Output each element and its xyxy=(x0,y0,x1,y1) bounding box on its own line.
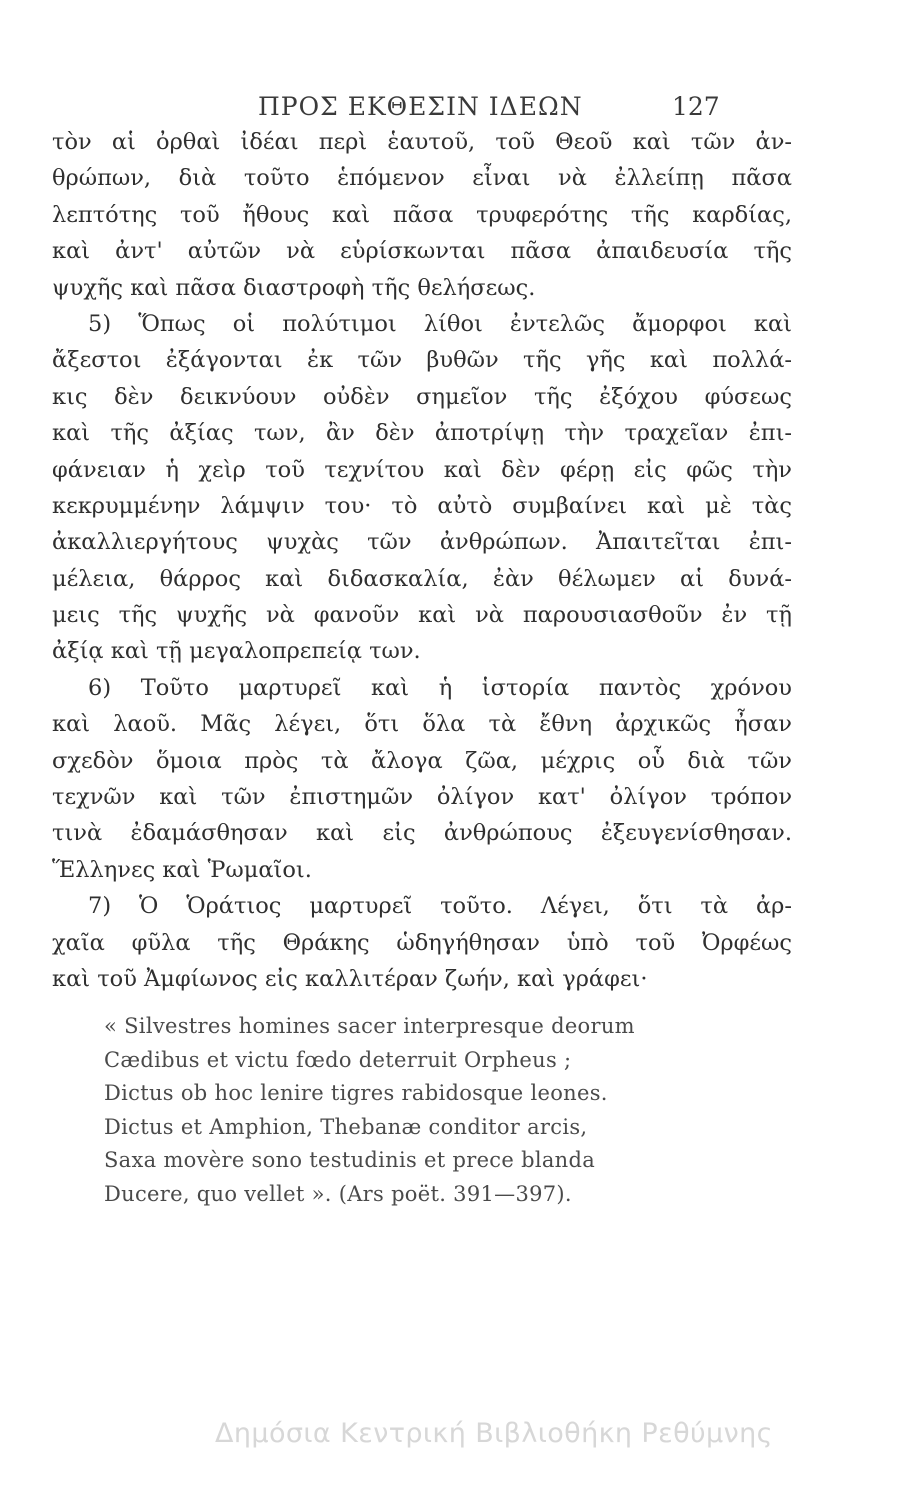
quote-line: Ducere, quo vellet ». (Ars poët. 391—397). xyxy=(104,1181,572,1206)
paragraph-7-start: 7) Ὁ Ὁράτιος μαρτυρεῖ τοῦτο. Λέγει, ὅτι τὰ ἀρ- xyxy=(88,893,792,920)
text-line: λεπτότης τοῦ ἤθους καὶ πᾶσα τρυφερότης τῆς καρδίας, xyxy=(52,201,792,228)
text-line: Ἕλληνες καὶ Ῥωμαῖοι. xyxy=(52,856,312,883)
text-line: ψυχῆς καὶ πᾶσα διαστροφὴ τῆς θελήσεως. xyxy=(52,274,536,301)
quote-line: « Silvestres homines sacer interpresque deorum xyxy=(104,1014,635,1038)
quote-line: Saxa movère sono testudinis et prece blanda xyxy=(104,1148,596,1173)
text-line: μεις τῆς ψυχῆς νὰ φανοῦν καὶ νὰ παρουσιασθοῦν ἐν τῇ xyxy=(52,602,792,629)
text-line: τεχνῶν καὶ τῶν ἐπιστημῶν ὀλίγον κατ' ὀλίγον τρόπον xyxy=(52,784,792,811)
text-line: τὸν αἱ ὀρθαὶ ἰδέαι περὶ ἑαυτοῦ, τοῦ Θεοῦ καὶ τῶν ἀν- xyxy=(52,129,792,155)
text-line: καὶ τοῦ Ἀμφίωνος εἰς καλλιτέραν ζωήν, καὶ γράφει· xyxy=(52,965,648,992)
text-line: χαῖα φῦλα τῆς Θράκης ὡδηγήθησαν ὑπὸ τοῦ Ὀρφέως xyxy=(52,929,792,956)
text-line: ἀκαλλιεργήτους ψυχὰς τῶν ἀνθρώπων. Ἀπαιτεῖται ἐπι- xyxy=(52,529,792,556)
text-line: σχεδὸν ὅμοια πρὸς τὰ ἄλογα ζῶα, μέχρις οὗ διὰ τῶν xyxy=(52,747,792,774)
text-line: θρώπων, διὰ τοῦτο ἑπόμενον εἶναι νὰ ἐλλείπῃ πᾶσα xyxy=(52,165,792,192)
text-line: καὶ λαοῦ. Μᾶς λέγει, ὅτι ὅλα τὰ ἔθνη ἀρχικῶς ἦσαν xyxy=(52,711,792,738)
text-line: φάνειαν ἡ χεὶρ τοῦ τεχνίτου καὶ δὲν φέρῃ εἰς φῶς τὴν xyxy=(52,456,792,483)
paragraph-6-start: 6) Τοῦτο μαρτυρεῖ καὶ ἡ ἱστορία παντὸς χρόνου xyxy=(88,674,792,701)
text-line: κις δὲν δεικνύουν οὐδὲν σημεῖον τῆς ἐξόχου φύσεως xyxy=(52,383,792,410)
quote-line: Dictus et Amphion, Thebanæ conditor arcis, xyxy=(104,1114,588,1139)
text-line: ἄξεστοι ἐξάγονται ἐκ τῶν βυθῶν τῆς γῆς καὶ πολλά- xyxy=(52,347,792,374)
quote-line: Cædibus et victu fœdo deterruit Orpheus ; xyxy=(104,1047,572,1072)
text-line: καὶ ἀντ' αὐτῶν νὰ εὑρίσκωνται πᾶσα ἀπαιδευσία τῆς xyxy=(52,238,792,265)
text-line: μέλεια, θάρρος καὶ διδασκαλία, ἐὰν θέλωμεν αἱ δυνά- xyxy=(52,565,792,592)
text-line: τινὰ ἐδαμάσθησαν καὶ εἰς ἀνθρώπους ἐξευγενίσθησαν. xyxy=(52,820,792,847)
text-line: καὶ τῆς ἀξίας των, ἂν δὲν ἀποτρίψῃ τὴν τραχεῖαν ἐπι- xyxy=(52,420,792,447)
page-number: 127 xyxy=(672,92,720,121)
running-head: ΠΡΟΣ ΕΚΘΕΣΙΝ ΙΔΕΩΝ xyxy=(258,92,583,121)
text-line: ἀξίᾳ καὶ τῇ μεγαλοπρεπείᾳ των. xyxy=(52,638,421,665)
quote-line: Dictus ob hoc lenire tigres rabidosque leones. xyxy=(104,1081,608,1106)
text-line: κεκρυμμένην λάμψιν του· τὸ αὐτὸ συμβαίνει καὶ μὲ τὰς xyxy=(52,492,792,519)
library-watermark: Δημόσια Κεντρική Βιβλιοθήκη Ρεθύμνης xyxy=(215,1418,773,1449)
paragraph-5-start: 5) Ὅπως οἱ πολύτιμοι λίθοι ἐντελῶς ἄμορφοι καὶ xyxy=(88,310,792,337)
body-text xyxy=(52,124,792,997)
latin-quotation xyxy=(104,1010,724,1212)
